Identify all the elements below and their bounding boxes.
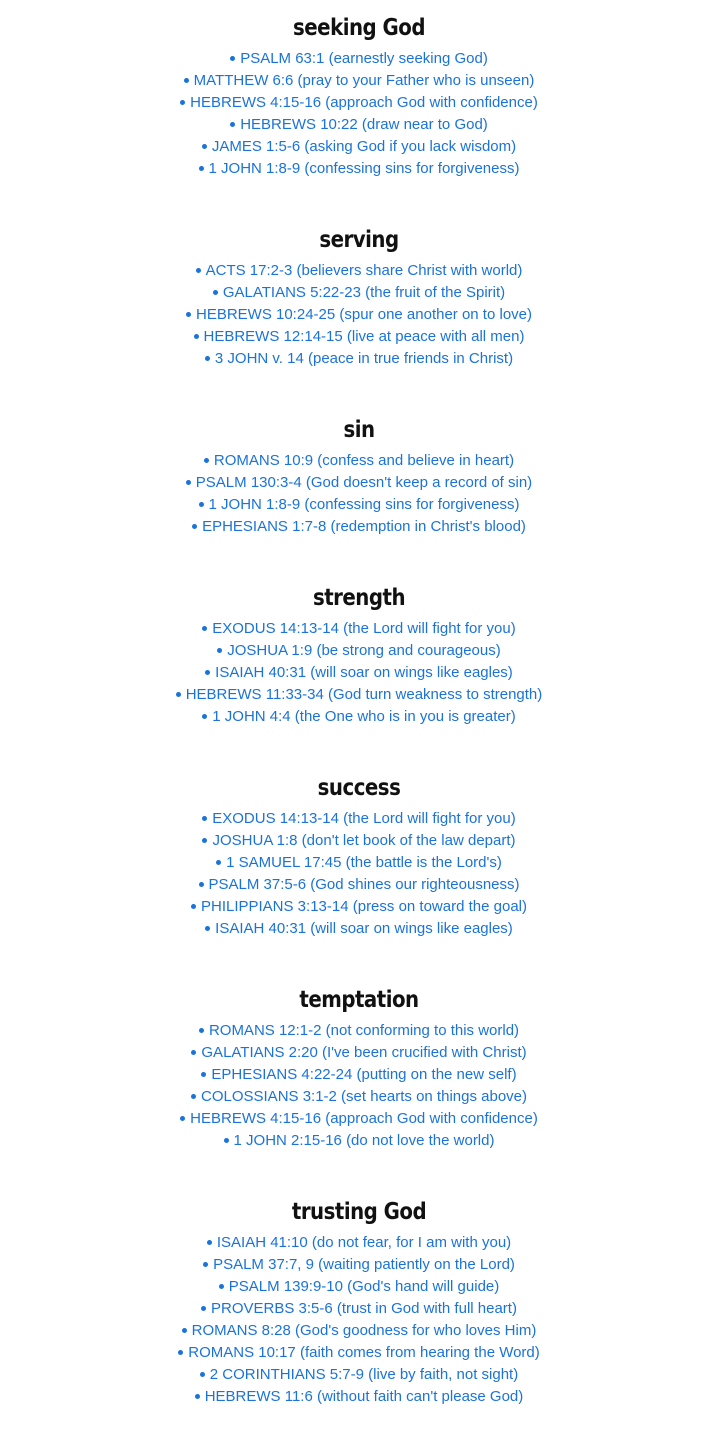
- verse-item: [0, 706, 718, 728]
- bullet-icon: [186, 312, 191, 317]
- topic-section-strength: [0, 582, 718, 728]
- verse-item: [0, 136, 718, 158]
- bullet-icon: [202, 816, 207, 821]
- bullet-icon: [201, 1072, 206, 1077]
- topic-section-temptation: [0, 984, 718, 1152]
- verse-item: [0, 1020, 718, 1042]
- verse-item: [0, 1130, 718, 1152]
- verse-link[interactable]: 1 SAMUEL 17:45 (the battle is the Lord's): [226, 854, 502, 871]
- topic-section-serving: [0, 224, 718, 370]
- verse-item: [0, 348, 718, 370]
- verse-list: [0, 48, 718, 180]
- verse-link[interactable]: HEBREWS 10:22 (draw near to God): [240, 116, 488, 133]
- verse-link[interactable]: EPHESIANS 1:7-8 (redemption in Christ's blood): [202, 518, 526, 535]
- verse-link[interactable]: ACTS 17:2-3 (believers share Christ with world): [205, 262, 523, 279]
- verse-link[interactable]: EXODUS 14:13-14 (the Lord will fight for you): [212, 620, 516, 637]
- section-title: success: [317, 775, 401, 801]
- bullet-icon: [184, 78, 189, 83]
- verse-item: [0, 516, 718, 538]
- verse-item: [0, 1254, 718, 1276]
- topic-section-success: [0, 772, 718, 940]
- verse-item: [0, 1298, 718, 1320]
- bullet-icon: [224, 1138, 229, 1143]
- bullet-icon: [205, 670, 210, 675]
- bullet-icon: [217, 648, 222, 653]
- bullet-icon: [205, 356, 210, 361]
- verse-link[interactable]: ROMANS 10:17 (faith comes from hearing the Word): [188, 1344, 540, 1361]
- bullet-icon: [199, 502, 204, 507]
- bullet-icon: [180, 1116, 185, 1121]
- verse-link[interactable]: PHILIPPIANS 3:13-14 (press on toward the goal): [200, 898, 527, 915]
- bullet-icon: [207, 1240, 212, 1245]
- topic-section-sin: [0, 414, 718, 538]
- bullet-icon: [178, 1350, 183, 1355]
- verse-link[interactable]: ISAIAH 41:10 (do not fear, for I am with you): [216, 1234, 512, 1251]
- verse-link[interactable]: ROMANS 10:9 (confess and believe in heart): [213, 452, 515, 469]
- verse-item: [0, 808, 718, 830]
- bullet-icon: [202, 626, 207, 631]
- verse-link[interactable]: JOSHUA 1:8 (don't let book of the law depart): [212, 832, 516, 849]
- verse-link[interactable]: JOSHUA 1:9 (be strong and courageous): [227, 642, 501, 659]
- verse-item: [0, 684, 718, 706]
- bullet-icon: [202, 838, 207, 843]
- verse-link[interactable]: HEBREWS 11:6 (without faith can't please God): [204, 1388, 524, 1405]
- verse-list: [0, 260, 718, 370]
- verse-item: [0, 1108, 718, 1130]
- bullet-icon: [202, 144, 207, 149]
- bullet-icon: [191, 904, 196, 909]
- verse-link[interactable]: EPHESIANS 4:22-24 (putting on the new self): [211, 1066, 517, 1083]
- topic-section-seeking-god: [0, 12, 718, 180]
- verse-item: [0, 852, 718, 874]
- verse-item: [0, 662, 718, 684]
- verse-item: [0, 1042, 718, 1064]
- verse-item: [0, 1232, 718, 1254]
- verse-item: [0, 494, 718, 516]
- verse-link[interactable]: ISAIAH 40:31 (will soar on wings like eagles): [215, 664, 513, 681]
- bullet-icon: [199, 882, 204, 887]
- verse-item: [0, 1276, 718, 1298]
- verse-item: [0, 92, 718, 114]
- bullet-icon: [180, 100, 185, 105]
- verse-item: [0, 48, 718, 70]
- verse-item: [0, 326, 718, 348]
- bullet-icon: [199, 1028, 204, 1033]
- bullet-icon: [176, 692, 181, 697]
- verse-link[interactable]: PSALM 37:7, 9 (waiting patiently on the Lord): [213, 1256, 515, 1273]
- verse-link[interactable]: EXODUS 14:13-14 (the Lord will fight for you): [212, 810, 516, 827]
- verse-link[interactable]: HEBREWS 4:15-16 (approach God with confidence): [190, 1110, 538, 1127]
- verse-link[interactable]: HEBREWS 4:15-16 (approach God with confidence): [190, 94, 538, 111]
- section-title: seeking God: [293, 15, 425, 41]
- verse-link[interactable]: ROMANS 12:1-2 (not conforming to this world): [208, 1022, 520, 1039]
- verse-list: [0, 1020, 718, 1152]
- verse-link[interactable]: PSALM 139:9-10 (God's hand will guide): [228, 1278, 500, 1295]
- verse-link[interactable]: JAMES 1:5-6 (asking God if you lack wisdom): [211, 138, 517, 155]
- verse-item: [0, 830, 718, 852]
- verse-item: [0, 260, 718, 282]
- bullet-icon: [202, 714, 207, 719]
- bullet-icon: [194, 334, 199, 339]
- section-title: strength: [312, 585, 406, 611]
- verse-item: [0, 1320, 718, 1342]
- bullet-icon: [199, 166, 204, 171]
- verse-item: [0, 896, 718, 918]
- verse-link[interactable]: ROMANS 8:28 (God's goodness for who loves Him): [191, 1322, 537, 1339]
- bullet-icon: [196, 268, 201, 273]
- verse-link[interactable]: HEBREWS 10:24-25 (spur one another on to love): [195, 306, 532, 323]
- verse-item: [0, 618, 718, 640]
- section-title: serving: [319, 227, 399, 253]
- verse-item: [0, 70, 718, 92]
- verse-item: [0, 472, 718, 494]
- verse-link[interactable]: PSALM 130:3-4 (God doesn't keep a record of sin): [195, 474, 533, 491]
- verse-link[interactable]: PROVERBS 3:5-6 (trust in God with full heart): [211, 1300, 517, 1317]
- verse-item: [0, 1342, 718, 1364]
- verse-link[interactable]: GALATIANS 5:22-23 (the fruit of the Spirit): [222, 284, 506, 301]
- verse-link[interactable]: 2 CORINTHIANS 5:7-9 (live by faith, not sight): [209, 1366, 519, 1383]
- verse-item: [0, 1386, 718, 1408]
- bullet-icon: [200, 1372, 205, 1377]
- section-title: temptation: [299, 987, 419, 1013]
- verse-link[interactable]: 3 JOHN v. 14 (peace in true friends in Christ): [214, 350, 514, 367]
- verse-link[interactable]: HEBREWS 11:33-34 (God turn weakness to strength): [185, 686, 543, 703]
- bullet-icon: [201, 1306, 206, 1311]
- verse-link[interactable]: ISAIAH 40:31 (will soar on wings like eagles): [215, 920, 513, 937]
- verse-item: [0, 114, 718, 136]
- verse-list: [0, 1232, 718, 1408]
- verse-link[interactable]: GALATIANS 2:20 (I've been crucified with Christ): [201, 1044, 527, 1061]
- bullet-icon: [195, 1394, 200, 1399]
- verse-link[interactable]: 1 JOHN 1:8-9 (confessing sins for forgiveness): [208, 496, 520, 513]
- verse-link[interactable]: COLOSSIANS 3:1-2 (set hearts on things above): [201, 1088, 527, 1105]
- verse-item: [0, 1086, 718, 1108]
- verse-link[interactable]: PSALM 63:1 (earnestly seeking God): [240, 50, 488, 67]
- verse-item: [0, 304, 718, 326]
- verse-item: [0, 874, 718, 896]
- verse-item: [0, 640, 718, 662]
- verse-item: [0, 1364, 718, 1386]
- bullet-icon: [204, 458, 209, 463]
- verse-link[interactable]: 1 JOHN 4:4 (the One who is in you is greater): [212, 708, 516, 725]
- bullet-icon: [205, 926, 210, 931]
- bullet-icon: [213, 290, 218, 295]
- bullet-icon: [191, 1094, 196, 1099]
- verse-item: [0, 282, 718, 304]
- verse-list: [0, 808, 718, 940]
- bullet-icon: [182, 1328, 187, 1333]
- section-title: sin: [343, 417, 375, 443]
- bullet-icon: [191, 1050, 196, 1055]
- bullet-icon: [230, 122, 235, 127]
- verse-link[interactable]: MATTHEW 6:6 (pray to your Father who is unseen): [193, 72, 535, 89]
- verse-item: [0, 450, 718, 472]
- verse-item: [0, 158, 718, 180]
- bullet-icon: [219, 1284, 224, 1289]
- verse-item: [0, 1064, 718, 1086]
- bullet-icon: [216, 860, 221, 865]
- verse-item: [0, 918, 718, 940]
- bullet-icon: [230, 56, 235, 61]
- verse-list: [0, 450, 718, 538]
- bullet-icon: [186, 480, 191, 485]
- section-title: trusting God: [291, 1199, 427, 1225]
- verse-link[interactable]: HEBREWS 12:14-15 (live at peace with all men): [203, 328, 525, 345]
- bullet-icon: [203, 1262, 208, 1267]
- verse-link[interactable]: 1 JOHN 2:15-16 (do not love the world): [233, 1132, 495, 1149]
- topic-section-trusting-god: [0, 1196, 718, 1408]
- bullet-icon: [192, 524, 197, 529]
- verse-link[interactable]: 1 JOHN 1:8-9 (confessing sins for forgiveness): [208, 160, 520, 177]
- verse-list: [0, 618, 718, 728]
- verse-link[interactable]: PSALM 37:5-6 (God shines our righteousness): [208, 876, 520, 893]
